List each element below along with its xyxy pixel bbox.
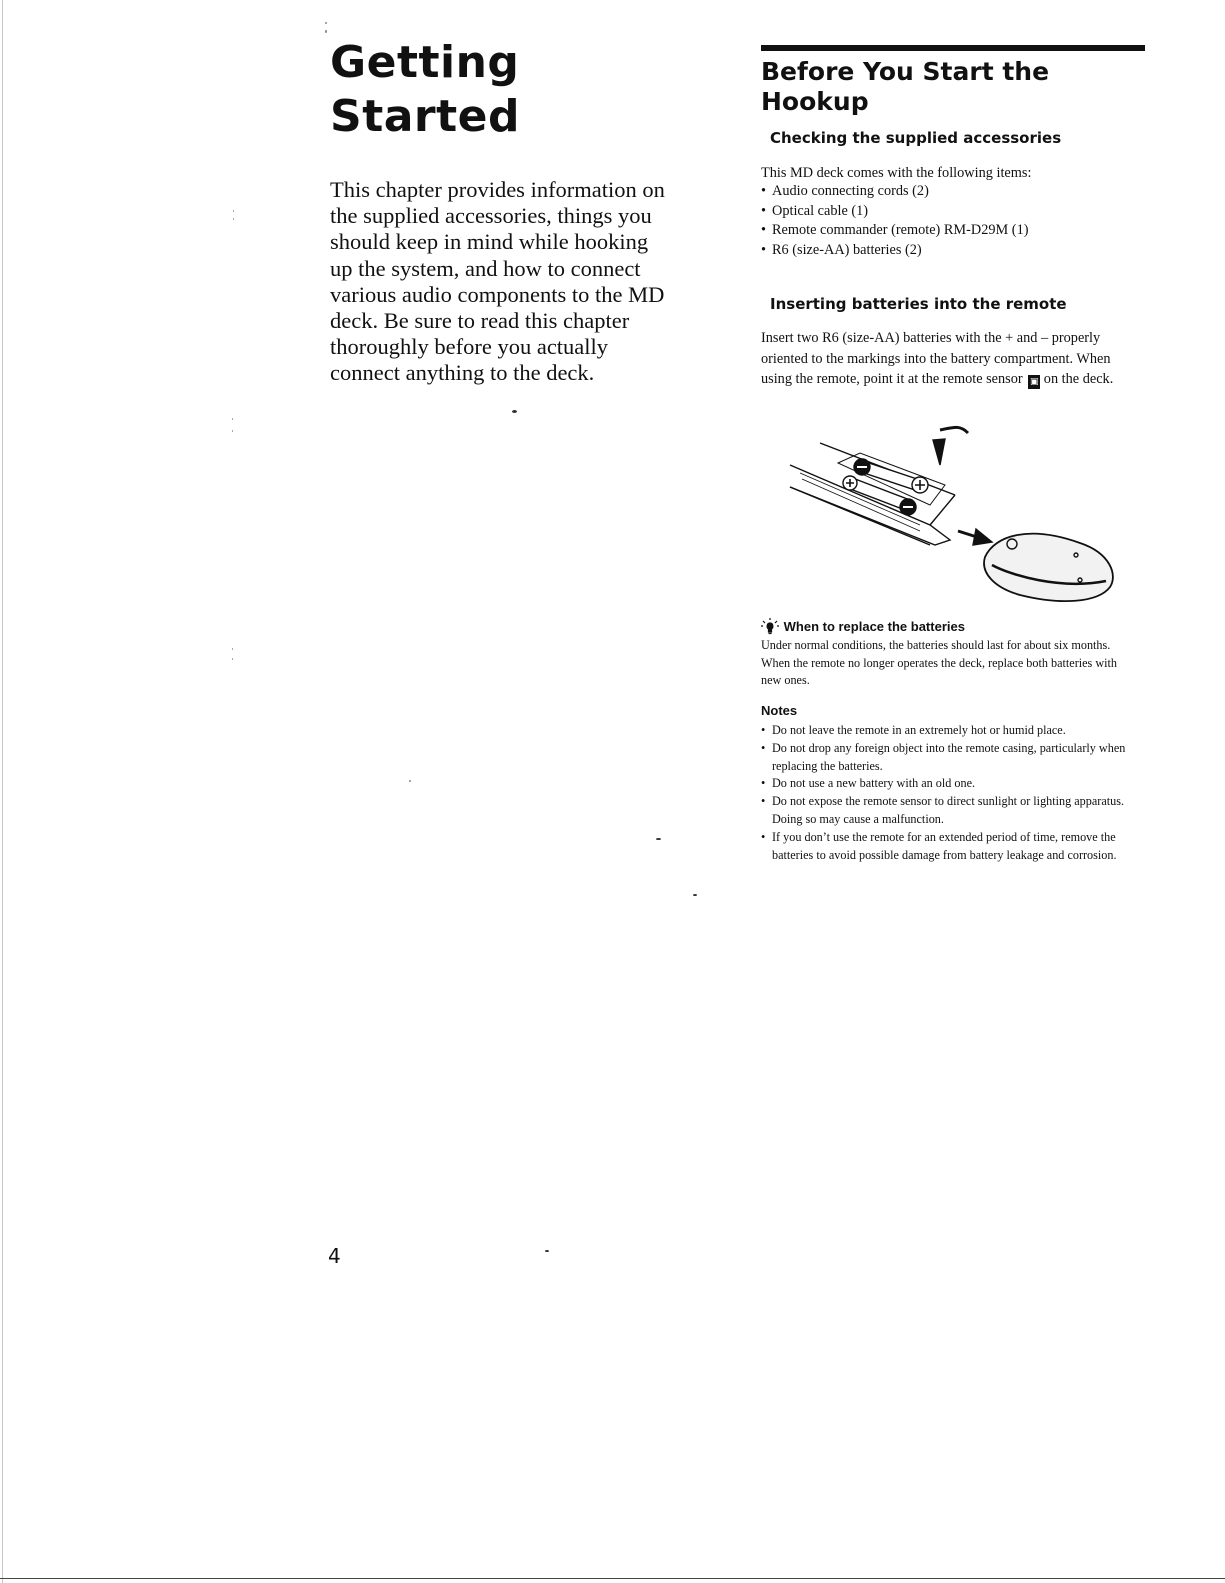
scan-speck — [232, 418, 233, 420]
list-item: • Do not leave the remote in an extremely hot or humid place. — [761, 722, 1136, 740]
page-number: 4 — [328, 1244, 341, 1268]
accessories-list — [761, 182, 1131, 260]
list-item: • Do not expose the remote sensor to direct sunlight or lighting apparatus. Doing so may cause a malfunction. — [761, 793, 1136, 829]
tip-heading-row — [760, 617, 965, 636]
batteries-instructions — [761, 328, 1133, 390]
scan-left-edge — [2, 0, 3, 1583]
tip-text: Under normal conditions, the batteries should last for about six months. When the remote no longer operates the deck, replace both batteries with new ones. — [761, 638, 1118, 688]
section-top-rule — [761, 45, 1145, 51]
tip-heading: When to replace the batteries — [783, 619, 965, 634]
scan-speck — [512, 410, 517, 413]
batteries-text-end: on the deck. — [1040, 371, 1114, 387]
accessories-heading: Checking the supplied accessories — [770, 129, 1062, 147]
chapter-title-line-1: Getting — [330, 37, 520, 88]
scan-speck — [232, 430, 233, 432]
accessories-lead: This MD deck comes with the following items: — [761, 165, 1032, 181]
list-item: • Do not drop any foreign object into the remote casing, particularly when replacing the batteries. — [761, 740, 1136, 776]
list-item: • If you don’t use the remote for an extended period of time, remove the batteries to avoid possible damage from battery leakage and corrosion. — [761, 829, 1136, 865]
notes-heading: Notes — [761, 703, 798, 718]
list-item: • R6 (size-AA) batteries (2) — [761, 241, 1131, 261]
scan-speck — [232, 658, 233, 660]
scan-speck — [693, 894, 697, 896]
lightbulb-tip-icon — [760, 617, 780, 635]
scan-speck — [232, 648, 233, 650]
scan-speck — [545, 1250, 549, 1252]
list-item: • Do not use a new battery with an old one. — [761, 775, 1136, 793]
batteries-text: Insert two R6 (size-AA) batteries with the + and – properly oriented to the markings into the battery compartment. When using the remote, point it at the remote sensor — [761, 330, 1111, 387]
chapter-intro: This chapter provides information on the supplied accessories, things you should keep in mind while hooking up the system, and how to connect various audio components to the MD deck. Be sure to read this chapter thoroughly before you actually connect anything to the deck. — [330, 177, 665, 386]
list-item: • Audio connecting cords (2) — [761, 182, 1131, 202]
scan-speck — [233, 210, 234, 212]
list-item: • Optical cable (1) — [761, 202, 1131, 222]
chapter-title — [330, 36, 630, 144]
scan-speck — [325, 22, 327, 24]
list-item: • Remote commander (remote) RM-D29M (1) — [761, 221, 1131, 241]
chapter-title-line-2: Started — [330, 91, 520, 142]
scan-speck — [656, 838, 661, 840]
scan-speck — [233, 218, 234, 220]
scan-speck — [325, 30, 327, 33]
remote-sensor-icon: ▣ — [1029, 377, 1039, 387]
battery-insertion-illustration — [780, 425, 1130, 610]
batteries-heading: Inserting batteries into the remote — [770, 295, 1067, 313]
scan-speck — [409, 780, 411, 782]
section-title: Before You Start the Hookup — [761, 57, 1050, 116]
scan-bottom-edge — [0, 1578, 1225, 1579]
notes-list — [761, 722, 1136, 864]
